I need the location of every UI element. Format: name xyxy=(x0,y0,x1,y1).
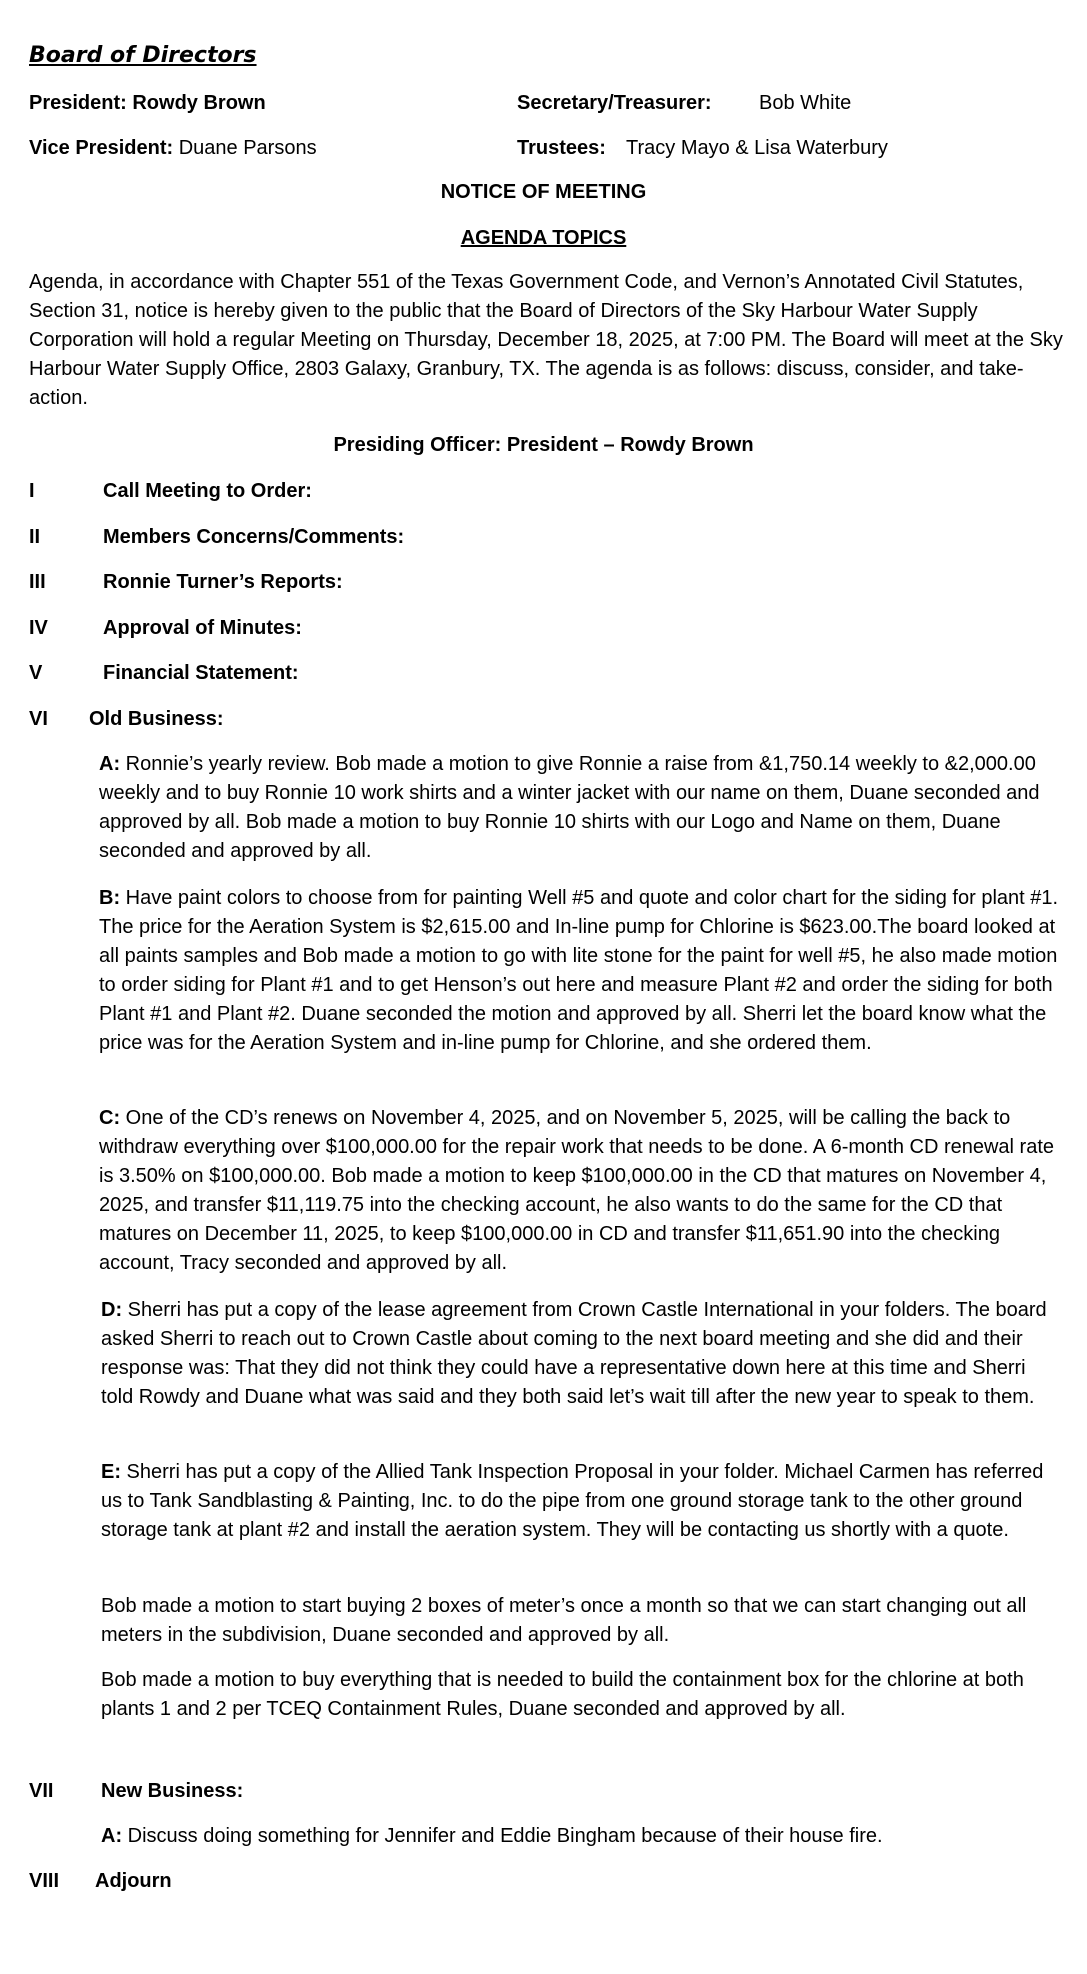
secretary-label: Secretary/Treasurer: xyxy=(517,92,712,114)
section-label: Old Business: xyxy=(89,708,224,730)
item-text: Discuss doing something for Jennifer and Eddie Bingham because of their house fire. xyxy=(122,1825,883,1847)
section-number: VI xyxy=(29,708,48,730)
section-label: Members Concerns/Comments: xyxy=(103,526,405,548)
old-business-item xyxy=(99,1104,1059,1278)
section-number: I xyxy=(29,480,35,502)
agenda-topics-heading: AGENDA TOPICS xyxy=(460,227,627,249)
board-title: Board of Directors xyxy=(29,43,257,68)
section-number: V xyxy=(29,662,43,684)
item-text: Have paint colors to choose from for painting Well #5 and quote and color chart for the siding for plant #1. The price for the Aeration System is $2,615.00 and In-line pump for Chlorine is $623.00.The board looked at all paints samples and Bob made a motion to go with lite stone for the paint for well #5, he also made motion to order siding for Plant #1 and to get Henson’s out here and measure Plant #2 and order the siding for both Plant #1 and Plant #2. Duane seconded the motion and approved by all. Sherri let the board know what the price was for the Aeration System and in-line pump for Chlorine, and she ordered them. xyxy=(99,887,1059,1054)
old-business-item xyxy=(101,1458,1061,1545)
item-letter: C: xyxy=(99,1107,121,1129)
vice-president-label: Vice President: xyxy=(29,137,174,159)
old-business-item xyxy=(99,884,1059,1058)
section-number: VII xyxy=(29,1780,54,1802)
section-label: Call Meeting to Order: xyxy=(103,480,312,502)
item-text: Sherri has put a copy of the lease agreement from Crown Castle International in your folders. The board asked Sherri to reach out to Crown Castle about coming to the next board meeting and she did and their response was: That they did not think they could have a representative down here at this time and Sherri told Rowdy and Duane what was said and they both said let’s wait till after the new year to speak to them. xyxy=(101,1299,1047,1408)
intro-paragraph: Agenda, in accordance with Chapter 551 of the Texas Government Code, and Vernon’s Annotated Civil Statutes, Section 31, notice is hereby given to the public that the Board of Directors of the Sky Harbour Water Supply Corporation will hold a regular Meeting on Thursday, December 18, 2025, at 7:00 PM. The Board will meet at the Sky Harbour Water Supply Office, 2803 Galaxy, Granbury, TX. The agenda is as follows: discuss, consider, and take-action. xyxy=(29,271,1063,409)
section-label: New Business: xyxy=(101,1780,244,1802)
item-letter: E: xyxy=(101,1461,121,1483)
old-business-item xyxy=(99,750,1059,866)
item-letter: B: xyxy=(99,887,121,909)
new-business-item xyxy=(101,1822,1061,1851)
item-letter: D: xyxy=(101,1299,123,1321)
item-text: Ronnie’s yearly review. Bob made a motion to give Ronnie a raise from &1,750.14 weekly to &2,000.00 weekly and to buy Ronnie 10 work shirts and a winter jacket with our name on them, Duane seconded and approved by all. Bob made a motion to buy Ronnie 10 shirts with our Logo and Name on them, Duane seconded and approved by all. xyxy=(99,753,1040,862)
section-number: III xyxy=(29,571,46,593)
item-text: One of the CD’s renews on November 4, 2025, and on November 5, 2025, will be calling the back to withdraw everything over $100,000.00 for the repair work that needs to be done. A 6-month CD renewal rate is 3.50% on $100,000.00. Bob made a motion to keep $100,000.00 in the CD that matures on November 4, 2025, and transfer $11,119.75 into the checking account, he also wants to do the same for the CD that matures on December 11, 2025, to keep $100,000.00 in CD and transfer $11,651.90 into the checking account, Tracy seconded and approved by all. xyxy=(99,1107,1054,1274)
old-business-note: Bob made a motion to start buying 2 boxes of meter’s once a month so that we can start changing out all meters in the subdivision, Duane seconded and approved by all. xyxy=(101,1595,1027,1646)
item-letter: A: xyxy=(99,753,121,775)
section-number: II xyxy=(29,526,41,548)
vice-president-line xyxy=(29,134,317,163)
item-text: Sherri has put a copy of the Allied Tank Inspection Proposal in your folder. Michael Carmen has referred us to Tank Sandblasting & Painting, Inc. to do the pipe from one ground storage tank to the other ground storage tank at plant #2 and install the aeration system. They will be contacting us shortly with a quote. xyxy=(101,1461,1044,1541)
section-number: VIII xyxy=(29,1870,60,1892)
section-label: Adjourn xyxy=(95,1870,172,1892)
section-label: Approval of Minutes: xyxy=(103,617,302,639)
section-number: IV xyxy=(29,617,48,639)
secretary-name: Bob White xyxy=(759,92,852,114)
presiding-officer: Presiding Officer: President – Rowdy Brown xyxy=(333,434,754,456)
president-line: President: Rowdy Brown xyxy=(29,92,266,114)
notice-heading: NOTICE OF MEETING xyxy=(440,181,647,203)
old-business-note: Bob made a motion to buy everything that is needed to build the containment box for the chlorine at both plants 1 and 2 per TCEQ Containment Rules, Duane seconded and approved by all. xyxy=(101,1669,1024,1720)
section-label: Ronnie Turner’s Reports: xyxy=(103,571,343,593)
old-business-item xyxy=(101,1296,1061,1412)
trustees-label: Trustees: xyxy=(517,137,606,159)
vice-president-name: Duane Parsons xyxy=(178,137,317,159)
item-letter: A: xyxy=(101,1825,123,1847)
section-label: Financial Statement: xyxy=(103,662,299,684)
trustees-names: Tracy Mayo & Lisa Waterbury xyxy=(626,137,888,159)
